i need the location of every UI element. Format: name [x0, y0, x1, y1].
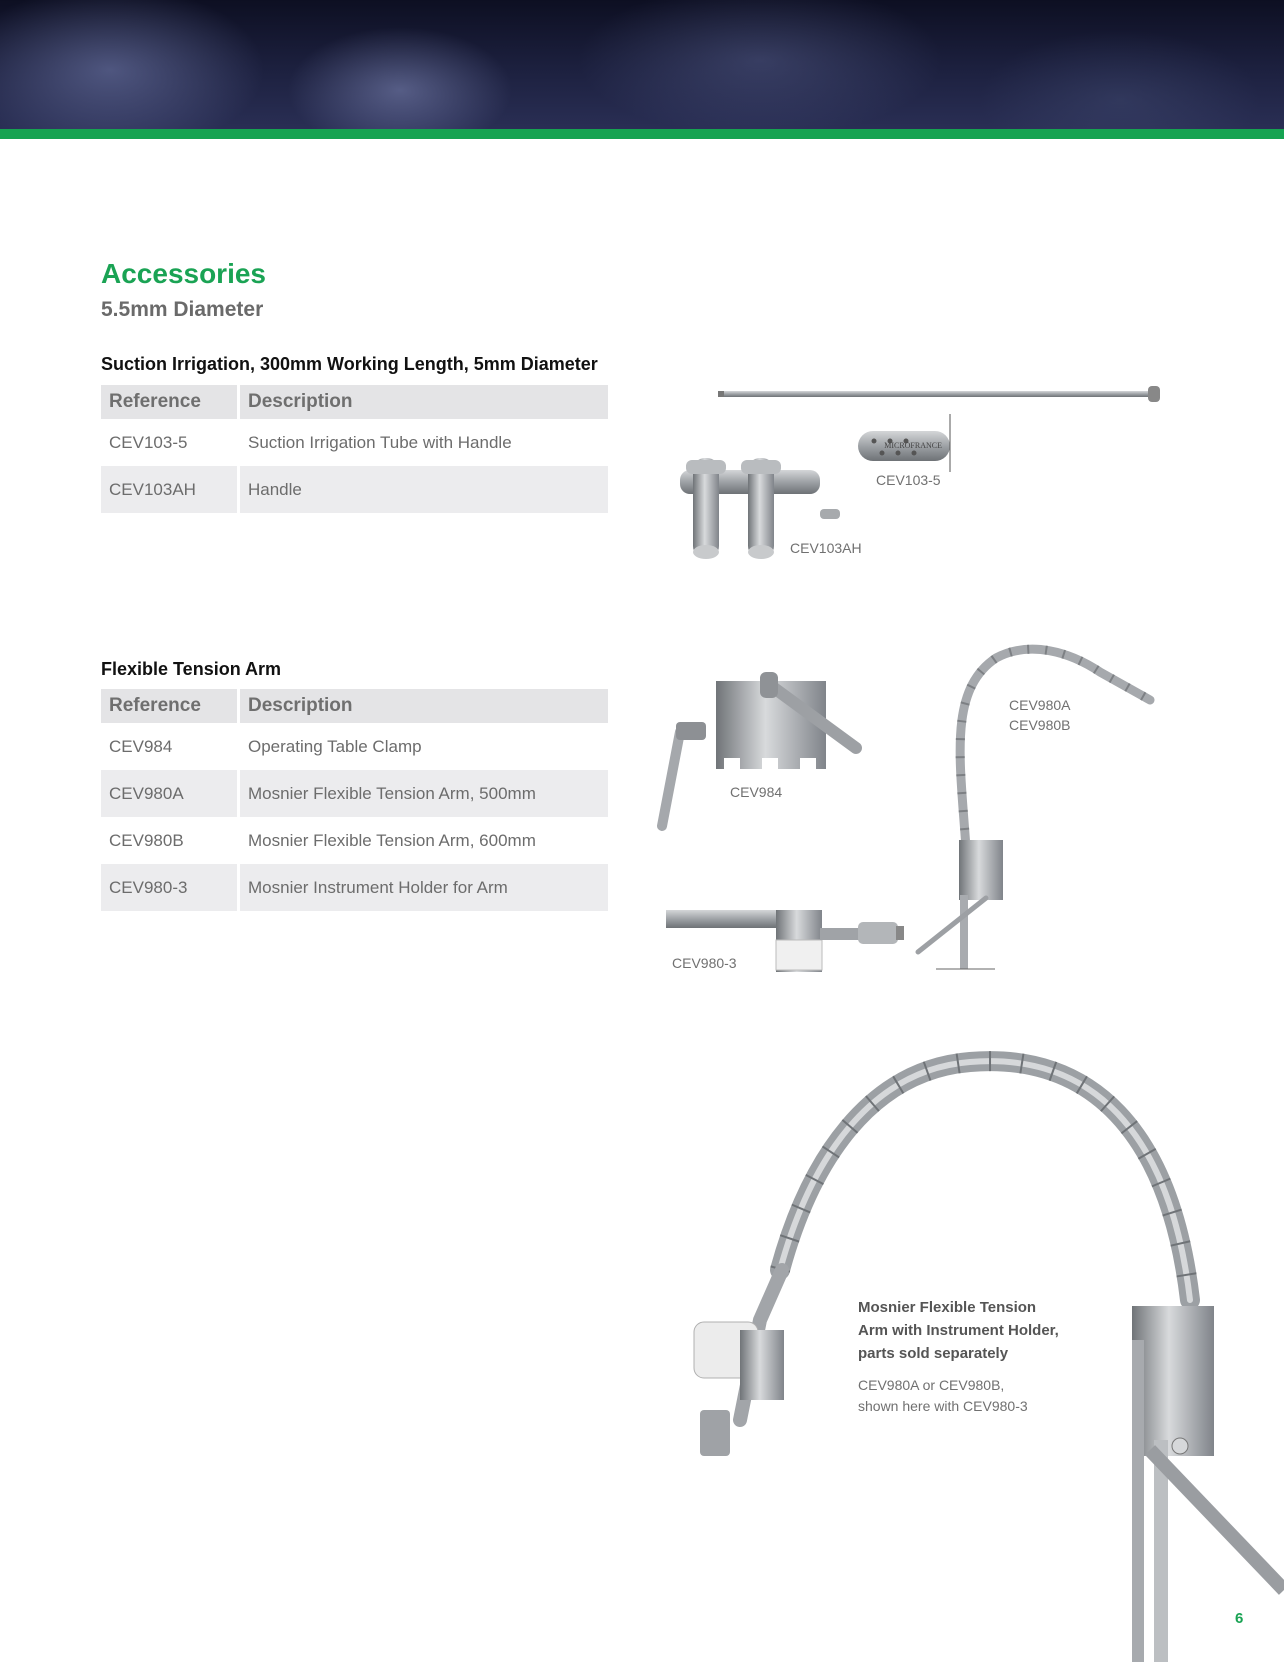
- caption-cev980a: CEV980A: [1009, 697, 1071, 713]
- flexible-tension-arm-heading: Flexible Tension Arm: [101, 659, 282, 679]
- assembled-arm-caption: [858, 1296, 1098, 1417]
- caption-cev980-3: CEV980-3: [672, 955, 737, 971]
- caption-title-line: Arm with Instrument Holder,: [858, 1322, 1059, 1339]
- caption-cev984: CEV984: [730, 784, 783, 800]
- description-cell: Operating Table Clamp: [248, 736, 422, 756]
- tube-tip-image: [858, 414, 950, 472]
- reference-cell: CEV103AH: [101, 466, 237, 513]
- column-header-reference: Reference: [101, 689, 237, 723]
- suction-irrigation-heading: Suction Irrigation, 300mm Working Length, 5mm Diameter: [101, 354, 598, 374]
- column-header-description: Description: [240, 385, 608, 419]
- column-header-reference: Reference: [101, 385, 237, 419]
- caption-cev103-5: CEV103-5: [876, 472, 941, 488]
- reference-cell: CEV984: [109, 736, 173, 756]
- caption-cev103ah: CEV103AH: [790, 540, 862, 556]
- caption-title-line: Mosnier Flexible Tension: [858, 1299, 1037, 1316]
- description-cell: Mosnier Instrument Holder for Arm: [240, 864, 608, 911]
- description-cell: Mosnier Flexible Tension Arm, 500mm: [240, 770, 608, 817]
- column-header-description: Description: [240, 689, 608, 723]
- reference-cell: CEV103-5: [109, 432, 188, 452]
- page-number: 6: [1235, 1610, 1244, 1627]
- description-cell: Handle: [240, 466, 608, 513]
- description-cell: Suction Irrigation Tube with Handle: [248, 432, 512, 452]
- description-cell: Mosnier Flexible Tension Arm, 600mm: [248, 830, 536, 850]
- reference-cell: CEV980A: [101, 770, 237, 817]
- microfrance-logo-text: MICROFRANCE: [884, 441, 942, 450]
- caption-detail-line: CEV980A or CEV980B,: [858, 1377, 1005, 1393]
- reference-cell: CEV980B: [109, 830, 184, 850]
- section-subtitle: 5.5mm Diameter: [101, 298, 264, 321]
- caption-cev980b: CEV980B: [1009, 717, 1071, 733]
- suction-irrigation-tube-image: [718, 386, 1160, 402]
- caption-detail-line: shown here with CEV980-3: [858, 1398, 1028, 1414]
- table-clamp-image: [662, 672, 856, 826]
- reference-cell: CEV980-3: [101, 864, 237, 911]
- section-title: Accessories: [101, 258, 267, 289]
- caption-title-line: parts sold separately: [858, 1345, 1009, 1362]
